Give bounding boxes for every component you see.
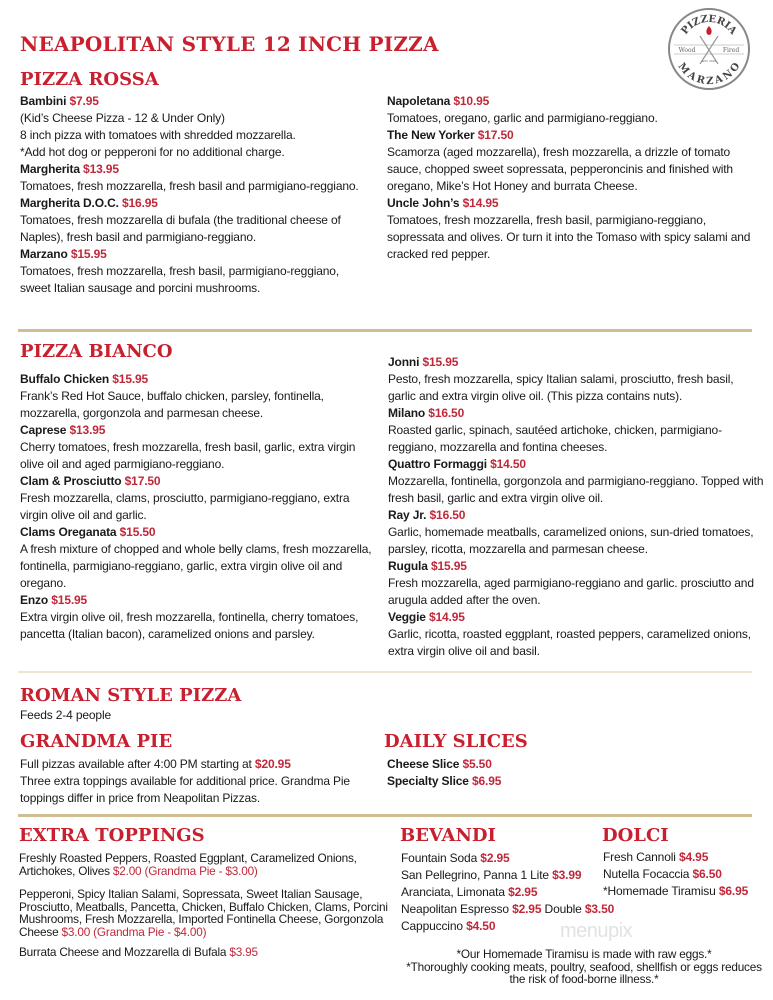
item-name: Quattro Formaggi: [388, 457, 487, 471]
item-name: Milano: [388, 406, 426, 420]
menu-item: [387, 195, 763, 263]
item-price: $10.95: [453, 94, 490, 108]
item-description: Tomatoes, oregano, garlic and parmigiano-reggiano.: [387, 111, 658, 125]
menu-item-header: [20, 422, 380, 439]
item-price: $6.95: [472, 774, 502, 788]
bianco-left-column: [20, 371, 380, 643]
menu-item-header: [387, 127, 763, 144]
item-price: $15.95: [430, 559, 467, 573]
daily-slices-list: [387, 756, 501, 790]
menu-item-header: [388, 405, 764, 422]
roman-subtitle: Feeds 2-4 people: [20, 708, 111, 722]
menu-item: [20, 246, 372, 297]
topping-group: [19, 852, 395, 877]
menu-item: [20, 195, 372, 246]
item-description: Tomatoes, fresh mozzarella, fresh basil and parmigiano-reggiano.: [20, 179, 359, 193]
section-heading-grandma-pie: GRANDMA PIE: [20, 731, 173, 752]
menu-item-header: [20, 473, 380, 490]
item-description: Fresh mozzarella, aged parmigiano-reggiano and garlic. prosciutto and arugula added after the oven.: [388, 576, 754, 607]
allergy-notes: [400, 948, 768, 986]
rossa-left-column: [20, 93, 372, 297]
menu-item: [603, 866, 748, 883]
menu-item: [20, 524, 380, 592]
item-name: Nutella Focaccia: [603, 867, 690, 881]
menu-item-header: [388, 558, 764, 575]
item-name: Neapolitan Espresso: [401, 902, 509, 916]
item-price: $15.50: [119, 525, 156, 539]
item-description: Garlic, homemade meatballs, caramelized onions, sun-dried tomatoes, parsley, ricotta, mozzarella and parmesan cheese.: [388, 525, 754, 556]
item-price: $2.95: [508, 885, 538, 899]
item-price: $7.95: [69, 94, 99, 108]
item-description: Extra virgin olive oil, fresh mozzarella, fontinella, cherry tomatoes, pancetta (Italian bacon), caramelized onions and parsley.: [20, 610, 359, 641]
section-heading-daily-slices: DAILY SLICES: [384, 731, 528, 752]
rossa-right-column: [387, 93, 763, 263]
menu-item-header: [387, 195, 763, 212]
item-description: Garlic, ricotta, roasted eggplant, roasted peppers, caramelized onions, extra virgin olive oil and basil.: [388, 627, 751, 658]
watermark: menupix: [560, 920, 633, 942]
logo-right-text: Fired: [722, 47, 740, 54]
menu-item-header: [20, 161, 372, 178]
section-heading-extra-toppings: EXTRA TOPPINGS: [19, 825, 205, 846]
menu-item-header: [20, 592, 380, 609]
section-heading-roman-style: ROMAN STYLE PIZZA: [20, 685, 242, 706]
menu-item: [20, 592, 380, 643]
section-heading-pizza-rossa: PIZZA ROSSA: [20, 69, 159, 90]
menu-item-header: [20, 524, 380, 541]
item-price: $17.50: [124, 474, 161, 488]
menu-item: [20, 473, 380, 524]
menu-item: [387, 127, 763, 195]
logo-bottom-text: MARZANO: [675, 61, 743, 88]
item-name: Aranciata, Limonata: [401, 885, 505, 899]
menu-item-header: [20, 371, 380, 388]
item-price: $16.95: [122, 196, 158, 210]
item-price: $2.95: [480, 851, 510, 865]
item-name: Cheese Slice: [387, 757, 460, 771]
grandma-price: $20.95: [254, 757, 291, 771]
item-name: Fountain Soda: [401, 851, 478, 865]
menu-item-header: [388, 354, 764, 371]
topping-price: $2.00 (Grandma Pie - $3.00): [112, 863, 258, 878]
menu-item: [401, 884, 614, 901]
logo-est-text: EST. 2019: [702, 59, 716, 63]
menu-item-header: [20, 195, 372, 212]
item-price: $2.95: [512, 902, 542, 916]
item-price: $4.50: [466, 919, 496, 933]
item-description: (Kid’s Cheese Pizza - 12 & Under Only): [20, 111, 225, 125]
item-price: $15.95: [70, 247, 107, 261]
section-heading-dolci: DOLCI: [602, 825, 669, 846]
item-name: The New Yorker: [387, 128, 475, 142]
topping-price: $3.00 (Grandma Pie - $4.00): [61, 924, 207, 939]
menu-item: [603, 883, 748, 900]
item-description: 8 inch pizza with tomatoes with shredded mozzarella.: [20, 128, 296, 142]
page-title: NEAPOLITAN STYLE 12 INCH PIZZA: [20, 32, 439, 56]
note-line: *Thoroughly cooking meats, poultry, seafood, shellfish or eggs reduces the risk of food-borne illness.*: [406, 959, 762, 986]
menu-item: [20, 93, 372, 161]
item-description: Frank’s Red Hot Sauce, buffalo chicken, parsley, fontinella, mozzarella, gorgonzola and parmesan cheese.: [20, 389, 324, 420]
menu-item: [20, 371, 380, 422]
menu-item: [401, 850, 614, 867]
item-description: Cherry tomatoes, fresh mozzarella, fresh basil, garlic, extra virgin olive oil and aged parmigiano-reggiano.: [20, 440, 356, 471]
item-name: Ray Jr.: [388, 508, 427, 522]
item-name: Uncle John’s: [387, 196, 460, 210]
item-name: Napoletana: [387, 94, 451, 108]
menu-item: [20, 161, 372, 195]
menu-item: [387, 773, 501, 790]
section-divider: [18, 329, 752, 332]
item-price: $16.50: [428, 406, 465, 420]
section-divider: [18, 671, 752, 673]
item-name: Clam & Prosciutto: [20, 474, 122, 488]
item-name: Enzo: [20, 593, 49, 607]
item-name: Caprese: [20, 423, 67, 437]
menu-item: [20, 422, 380, 473]
item-price: $14.95: [428, 610, 465, 624]
item-price: $5.50: [462, 757, 492, 771]
item-name: Buffalo Chicken: [20, 372, 110, 386]
topping-group: [19, 946, 395, 959]
item-description: Fresh mozzarella, clams, prosciutto, parmigiano-reggiano, extra virgin olive oil and garlic.: [20, 491, 350, 522]
grandma-line1: Full pizzas available after 4:00 PM starting at: [20, 757, 252, 771]
section-heading-bevandi: BEVANDI: [400, 825, 496, 846]
item-name: Margherita: [20, 162, 80, 176]
menu-item: [387, 93, 763, 127]
item-name: *Homemade Tiramisu: [603, 884, 716, 898]
item-name: Fresh Cannoli: [603, 850, 676, 864]
svg-text:MARZANO: [676, 61, 743, 87]
item-name: Specialty Slice: [387, 774, 469, 788]
item-name: San Pellegrino, Panna 1 Lite: [401, 868, 549, 882]
menu-item: [388, 609, 764, 660]
menu-item: [388, 558, 764, 609]
item-name: Cappuccino: [401, 919, 463, 933]
item-price: $13.95: [69, 423, 106, 437]
menu-item: [387, 756, 501, 773]
logo-left-text: Wood: [678, 47, 696, 54]
menu-item-header: [20, 93, 372, 110]
topping-text: Pepperoni, Spicy Italian Salami, Sopressata, Sweet Italian Sausage, Prosciutto, Meatballs, Pancetta, Chicken, Buffalo Chicken, Clams, Porcini Mushrooms, Fresh Mozzarella, Imported Fontinella Cheese, Gorgonzola Cheese: [19, 887, 388, 939]
menu-item: [388, 456, 764, 507]
item-description: Roasted garlic, spinach, sautéed artichoke, chicken, parmigiano-reggiano, mozzarella and fontina cheeses.: [388, 423, 722, 454]
menu-item-header: [388, 507, 764, 524]
item-price: $6.95: [718, 884, 749, 898]
section-divider: [18, 814, 752, 817]
pizzeria-marzano-logo: [668, 8, 750, 90]
item-description: Mozzarella, fontinella, gorgonzola and parmigiano-reggiano. Topped with fresh basil, garlic and extra virgin olive oil.: [388, 474, 764, 505]
menu-item-header: [388, 609, 764, 626]
item-name: Rugula: [388, 559, 428, 573]
menu-item-header: [387, 93, 763, 110]
item-price: $17.50: [477, 128, 514, 142]
item-price: $15.95: [422, 355, 459, 369]
menu-item-header: [388, 456, 764, 473]
menu-item: [603, 849, 748, 866]
item-description: Tomatoes, fresh mozzarella, fresh basil, parmigiano-reggiano, sweet Italian sausage and porcini mushrooms.: [20, 264, 340, 295]
bianco-right-column: [388, 354, 764, 660]
menu-item: [401, 901, 614, 918]
grandma-line2: Three extra toppings available for additional price. Grandma Pie toppings differ in price from Neapolitan Pizzas.: [20, 774, 350, 805]
grandma-pie-description: [20, 756, 365, 807]
item-extra-price: $3.50: [584, 902, 615, 916]
item-price: $3.99: [552, 868, 582, 882]
item-price: $4.95: [678, 850, 709, 864]
item-price: $16.50: [429, 508, 466, 522]
item-price: $15.95: [112, 372, 149, 386]
topping-price: $3.95: [229, 945, 258, 959]
topping-group: [19, 888, 395, 938]
item-name: Jonni: [388, 355, 420, 369]
item-name: Bambini: [20, 94, 67, 108]
item-description: Tomatoes, fresh mozzarella, fresh basil, parmigiano-reggiano, sopressata and olives. Or turn it into the Tomaso with spicy salami and cracked red pepper.: [387, 213, 751, 261]
extra-toppings-list: [19, 852, 395, 959]
topping-text: Freshly Roasted Peppers, Roasted Eggplant, Caramelized Onions, Artichokes, Olives: [19, 851, 357, 878]
logo-top-text: PIZZERIA: [679, 13, 739, 37]
item-name: Veggie: [388, 610, 426, 624]
item-description: A fresh mixture of chopped and whole belly clams, fresh mozzarella, fontinella, parmigiano-reggiano, garlic, extra virgin olive oil and oregano.: [20, 542, 372, 590]
item-description: *Add hot dog or pepperoni for no additional charge.: [20, 145, 285, 159]
item-price: $15.95: [51, 593, 88, 607]
note-line: *Our Homemade Tiramisu is made with raw eggs.*: [456, 947, 712, 961]
item-extra: Double: [544, 902, 582, 916]
menu-item-header: [20, 246, 372, 263]
item-description: Tomatoes, fresh mozzarella di bufala (the traditional cheese of Naples), fresh basil and parmigiano-reggiano.: [20, 213, 341, 244]
item-name: Marzano: [20, 247, 68, 261]
menu-item: [388, 405, 764, 456]
dolci-list: [603, 849, 748, 900]
menu-item: [388, 354, 764, 405]
item-price: $6.50: [692, 867, 722, 881]
menu-item: [388, 507, 764, 558]
section-heading-pizza-bianco: PIZZA BIANCO: [20, 341, 173, 362]
item-name: Margherita D.O.C.: [20, 196, 119, 210]
item-price: $14.95: [462, 196, 499, 210]
item-price: $13.95: [83, 162, 119, 176]
topping-text: Burrata Cheese and Mozzarella di Bufala: [19, 945, 227, 959]
item-description: Scamorza (aged mozzarella), fresh mozzarella, a drizzle of tomato sauce, chopped sweet sopressata, pepperoncinis and finished with oregano, Mike’s Hot Honey and burrata Cheese.: [387, 145, 733, 193]
item-name: Clams Oreganata: [20, 525, 117, 539]
menu-item: [401, 867, 614, 884]
item-price: $14.50: [490, 457, 526, 471]
item-description: Pesto, fresh mozzarella, spicy Italian salami, prosciutto, fresh basil, garlic and extra virgin olive oil. (This pizza contains nuts).: [388, 372, 734, 403]
